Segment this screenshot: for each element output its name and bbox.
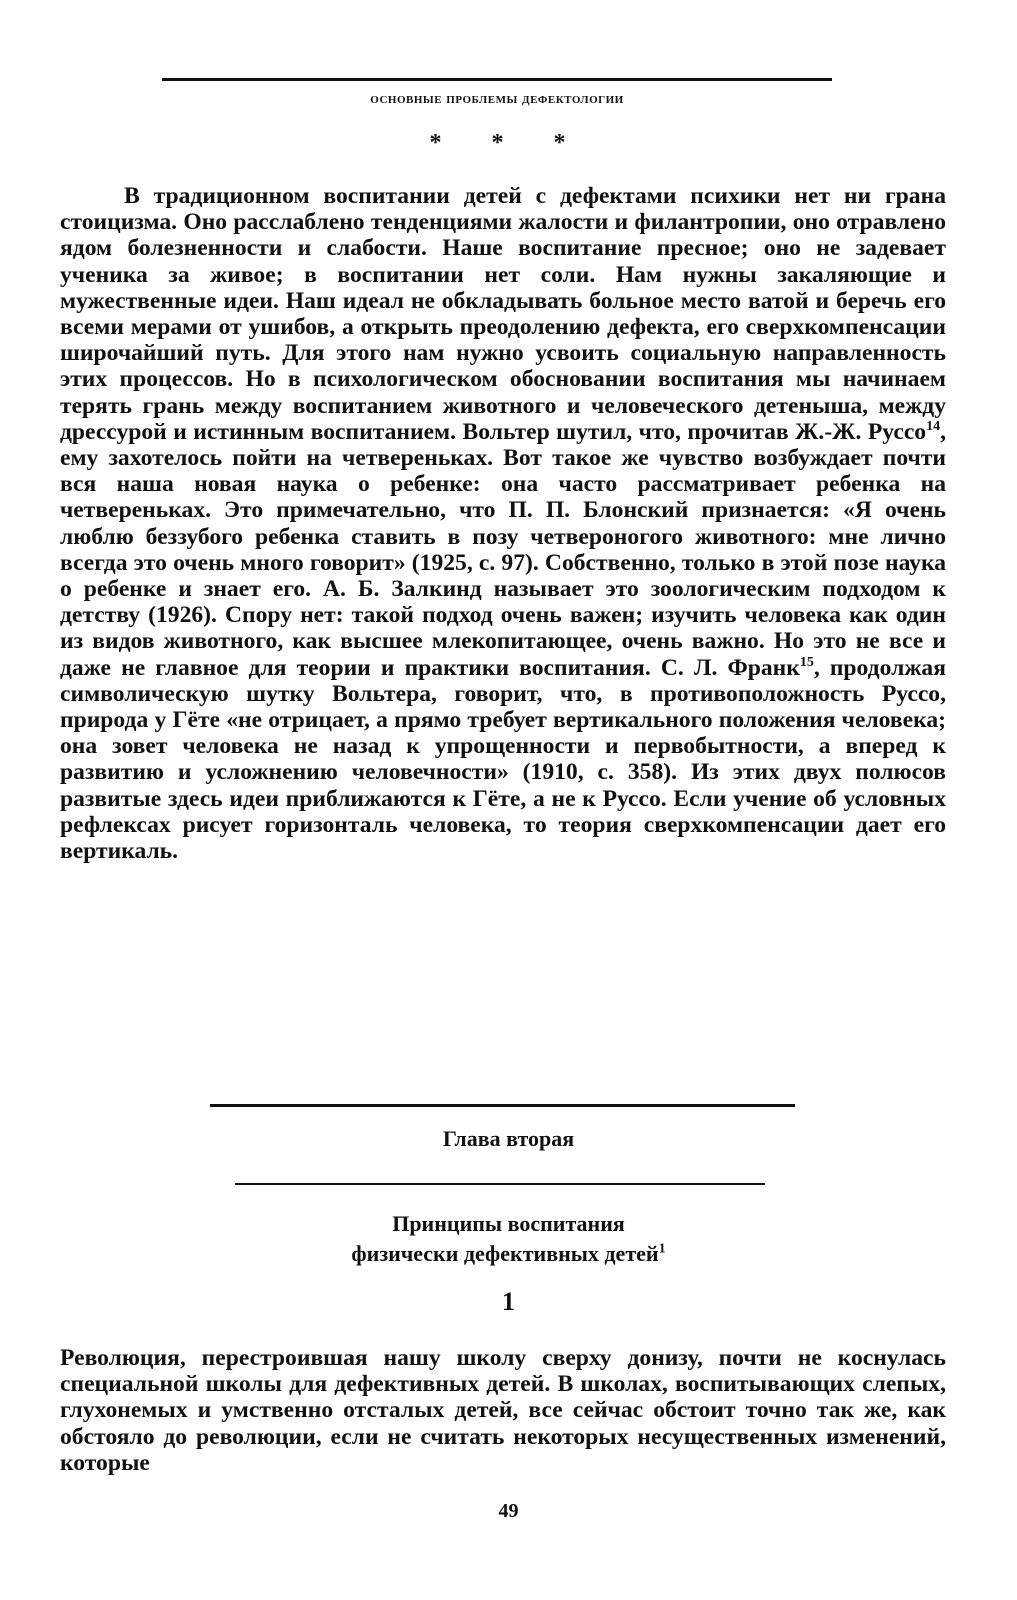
footnote-ref-14: 14 <box>926 418 941 434</box>
chapter-title-line-1: Принципы воспитания <box>392 1211 625 1236</box>
chapter-label: Глава вторая <box>442 1126 575 1151</box>
chapter-rule-middle <box>235 1183 765 1185</box>
paragraph-2: Революция, перестроившая нашу школу сверху донизу, почти не коснулась специальной школы для дефективных детей. В школах, воспитывающих слепых, глухонемых и умственно отсталых детей, все сейчас обстоит точно так же, как обстояло до революции, если не считать некоторых несущественных изменений, которые <box>60 1345 946 1476</box>
paragraph-1-part-1: В традиционном воспитании детей с дефектами психики нет ни грана стоицизма. Оно расслаблено тенденциями жалости и филантропии, оно отравлено ядом болезненности и слабости. Наше воспитание пресное; оно не задевает ученика за живое; в воспитании нет соли. Нам нужны закаляющие и мужественные идеи. Наш идеал не обкладывать больное место ватой и беречь его всеми мерами от ушибов, а открыть преодолению дефекта, его сверхкомпенсации широчайший путь. Для этого нам нужно усвоить социальную направленность этих процессов. Но в психологическом обосновании воспитания мы начинаем терять грань между воспитанием животного и человеческого детеныша, между дрессурой и истинным воспитанием. Вольтер шутил, что, прочитав Ж.-Ж. Руссо <box>60 183 946 445</box>
section-separator: * * * <box>429 130 588 156</box>
section-number: 1 <box>502 1287 515 1316</box>
chapter-title-line-2-text: физически дефективных детей <box>351 1241 659 1266</box>
footnote-ref-1: 1 <box>658 1241 666 1257</box>
running-head <box>162 78 832 108</box>
paragraph-1-part-2: , ему захотелось пойти на четвереньках. Вот такое же чувство возбуждает почти вся наша новая наука о ребенке: она часто рассматривает ребенка на четвереньках. Это примечательно, что П. П. Блонский признается: «Я очень люблю беззубого ребенка ставить в позу четвероногого животного: мне лично всегда это очень много говорит» (1925, с. 97). Собственно, только в этой позе наука о ребенке и знает его. А. Б. Залкинд называет это зоологическим подходом к детству (1926). Спору нет: такой подход очень важен; изучить человека как один из видов животного, как высшее млекопитающее, очень важно. Но это не все и даже не главное для теории и практики воспитания. С. Л. Франк <box>60 418 946 681</box>
paragraph-1 <box>60 183 946 864</box>
running-head-text: основные проблемы дефектологии <box>370 91 624 107</box>
chapter-title <box>0 1209 1017 1269</box>
page-number: 49 <box>498 1500 519 1522</box>
footnote-ref-15: 15 <box>799 654 814 670</box>
paragraph-1-part-3: , продолжая символическую шутку Вольтера, говорит, что, в противоположность Руссо, природа у Гёте «не отрицает, а прямо требует вертикального положения человека; она зовет человека не назад к упрощенности и первобытности, а вперед к развитию и усложнению человечности» (1910, с. 358). Из этих двух полюсов развитые здесь идеи приближаются к Гёте, а не к Руссо. Если учение об условных рефлексах рисует горизонталь человека, то теория сверхкомпенсации дает его вертикаль. <box>60 654 946 865</box>
chapter-rule-top <box>210 1104 795 1107</box>
header-rule <box>162 78 832 81</box>
chapter-title-line-2 <box>0 1239 1017 1269</box>
